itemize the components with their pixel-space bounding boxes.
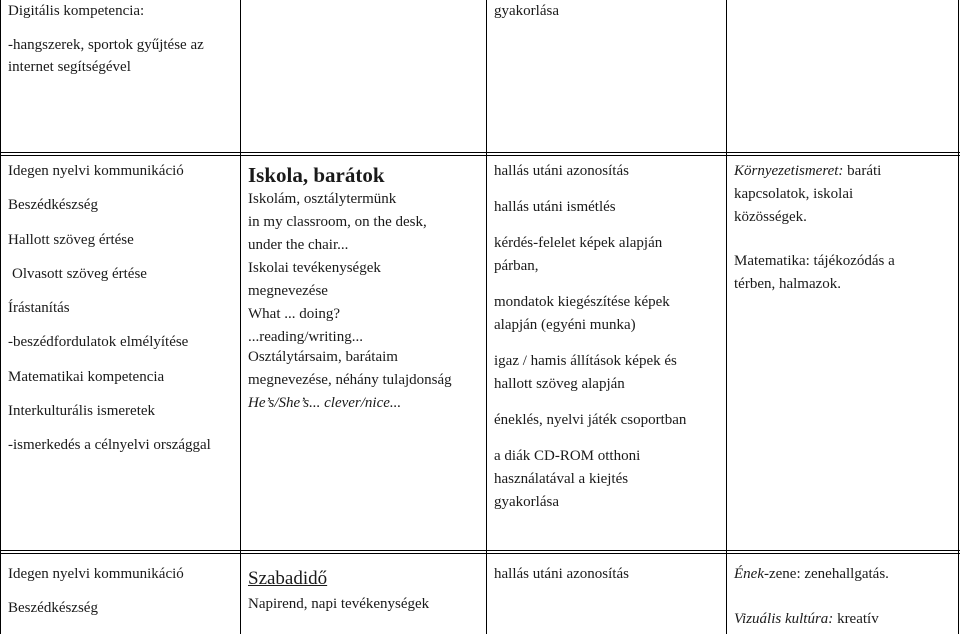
row-divider-2 bbox=[0, 550, 960, 551]
competence-line: -beszédfordulatok elmélyítése bbox=[8, 334, 189, 350]
topic-line: Napirend, napi tevékenységek bbox=[248, 596, 430, 612]
topic-line: in my classroom, on the desk, bbox=[248, 214, 427, 230]
column-divider-3 bbox=[726, 0, 727, 634]
activity-line: használatával a kiejtés bbox=[494, 471, 629, 487]
competence-line: -hangszerek, sportok gyűjtése az bbox=[8, 37, 204, 53]
competence-line: Írástanítás bbox=[8, 300, 70, 316]
topic-line: Iskolám, osztálytermünk bbox=[248, 191, 397, 207]
activity-line: hallott szöveg alapján bbox=[494, 376, 625, 392]
activity-line: alapján (egyéni munka) bbox=[494, 317, 636, 333]
topic-line: He’s/She’s... clever/nice... bbox=[248, 395, 402, 411]
competence-line: -ismerkedés a célnyelvi országgal bbox=[8, 437, 211, 453]
table-border-left bbox=[0, 0, 1, 634]
subject-label: Vizuális kultúra: bbox=[734, 611, 834, 627]
cross-curricular-line: térben, halmazok. bbox=[734, 276, 842, 292]
cross-curricular-line: közösségek. bbox=[734, 209, 807, 225]
competence-line: Hallott szöveg értése bbox=[8, 232, 134, 248]
column-divider-1 bbox=[240, 0, 241, 634]
activity-line: hallás utáni azonosítás bbox=[494, 163, 629, 179]
cross-curricular-line bbox=[734, 160, 881, 183]
activity-line: a diák CD-ROM otthoni bbox=[494, 448, 641, 464]
activity-line: hallás utáni azonosítás bbox=[494, 566, 629, 582]
topic-line: megnevezése, néhány tulajdonság bbox=[248, 372, 452, 388]
activity-line: kérdés-felelet képek alapján bbox=[494, 235, 663, 251]
competence-line: Matematikai kompetencia bbox=[8, 369, 165, 385]
topic-line: Iskolai tevékenységek bbox=[248, 260, 381, 276]
activity-line: hallás utáni ismétlés bbox=[494, 199, 616, 215]
table-border-right bbox=[958, 0, 959, 634]
subject-text: kreatív bbox=[833, 611, 879, 627]
topic-line: What ... doing? bbox=[248, 306, 341, 322]
activity-line: mondatok kiegészítése képek bbox=[494, 294, 670, 310]
topic-line: ...reading/writing... bbox=[248, 329, 363, 345]
activity-line: gyakorlása bbox=[494, 494, 559, 510]
competence-heading: Idegen nyelvi kommunikáció bbox=[8, 566, 184, 582]
topic-line: Osztálytársaim, barátaim bbox=[248, 349, 398, 365]
subject-text: -zene: zenehallgatás. bbox=[763, 566, 889, 582]
row-divider-1b bbox=[0, 155, 960, 156]
cross-curricular-line: kapcsolatok, iskolai bbox=[734, 186, 854, 202]
competence-heading: Idegen nyelvi kommunikáció bbox=[8, 163, 184, 179]
cross-curricular-line bbox=[734, 563, 889, 586]
competence-line: Beszédkészség bbox=[8, 197, 98, 213]
activity-line: éneklés, nyelvi játék csoportban bbox=[494, 412, 687, 428]
topic-title: Iskola, barátok bbox=[248, 163, 385, 187]
subject-label: Ének bbox=[734, 566, 764, 582]
subject-label: Környezetismeret: bbox=[734, 163, 844, 179]
column-divider-2 bbox=[486, 0, 487, 634]
row-divider-2b bbox=[0, 553, 960, 554]
cross-curricular-line: Matematika: tájékozódás a bbox=[734, 253, 895, 269]
row-divider-1 bbox=[0, 152, 960, 153]
competence-line: Interkulturális ismeretek bbox=[8, 403, 156, 419]
activity-line: igaz / hamis állítások képek és bbox=[494, 353, 677, 369]
competence-line: Olvasott szöveg értése bbox=[12, 266, 147, 282]
topic-title: Szabadidő bbox=[248, 568, 328, 589]
cross-curricular-line bbox=[734, 608, 879, 631]
competence-line: internet segítségével bbox=[8, 59, 131, 75]
activity-line: gyakorlása bbox=[494, 3, 559, 19]
activity-line: párban, bbox=[494, 258, 539, 274]
topic-line: megnevezése bbox=[248, 283, 328, 299]
subject-text: baráti bbox=[843, 163, 882, 179]
competence-line: Beszédkészség bbox=[8, 600, 98, 616]
competence-heading: Digitális kompetencia: bbox=[8, 3, 145, 19]
topic-line: under the chair... bbox=[248, 237, 349, 253]
